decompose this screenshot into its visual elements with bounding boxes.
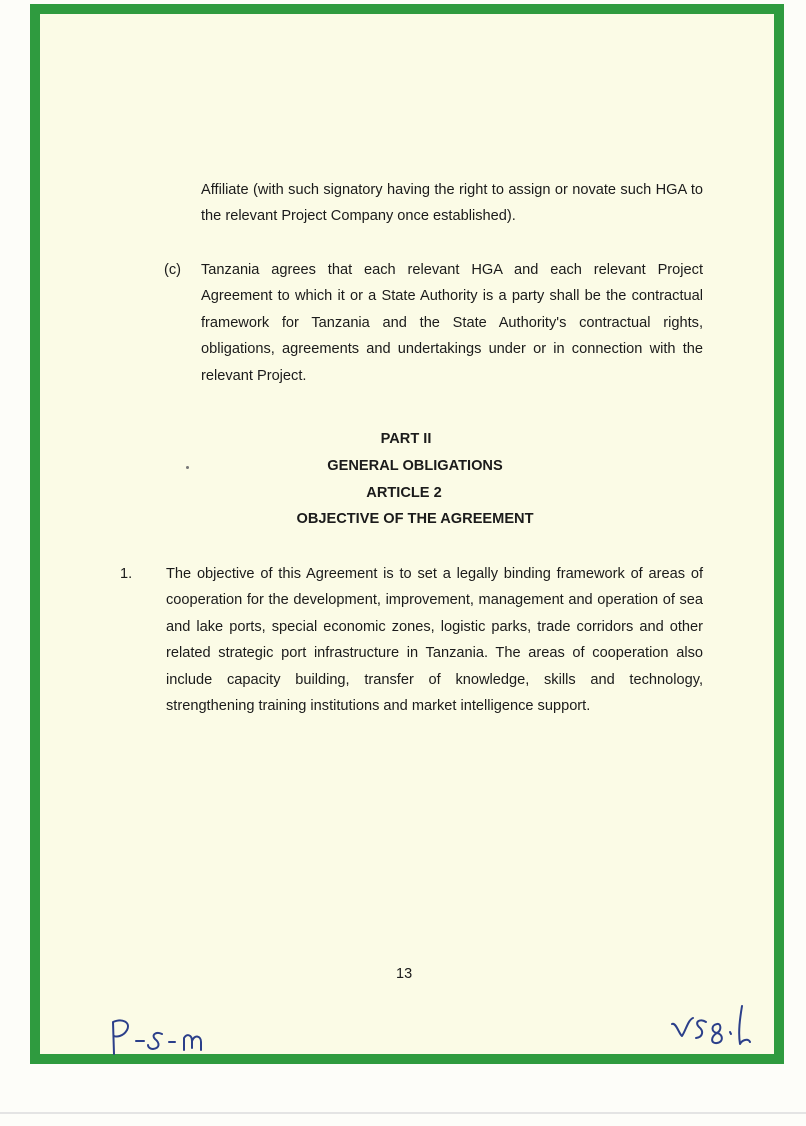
initials-left-signature (100, 1010, 215, 1060)
page-number: 13 (396, 966, 413, 982)
page-edge-divider (0, 1112, 806, 1114)
article-heading: ARTICLE 2 (366, 485, 442, 501)
initials-right-signature (668, 1002, 758, 1050)
part-title-heading: GENERAL OBLIGATIONS (327, 458, 503, 474)
clause-c-text: Tanzania agrees that each relevant HGA and each relevant Project Agreement to which it or a State Authority is a party shall be the contractual framework for Tanzania and the State Authority's contractual rights, obligations, agreements and undertakings under or in connection with the relevant Project. (201, 262, 703, 384)
continuation-paragraph: Affiliate (with such signatory having the right to assign or novate such HGA to the relevant Project Company once established). (201, 182, 703, 225)
scan-speck (186, 466, 189, 469)
part-heading: PART II (380, 431, 432, 447)
article-title-heading: OBJECTIVE OF THE AGREEMENT (296, 511, 534, 527)
page-border-frame (30, 4, 784, 1064)
clause-c-label: (c) (164, 262, 182, 278)
clause-1-text: The objective of this Agreement is to set a legally binding framework of areas of cooperation for the development, improvement, management and operation of sea and lake ports, special economic zones, logistic parks, trade corridors and other related strategic port infrastructure in Tanzania. The areas of cooperation also include capacity building, transfer of knowledge, skills and technology, strengthening training institutions and market intelligence support. (166, 566, 703, 715)
clause-1-label: 1. (120, 566, 133, 582)
